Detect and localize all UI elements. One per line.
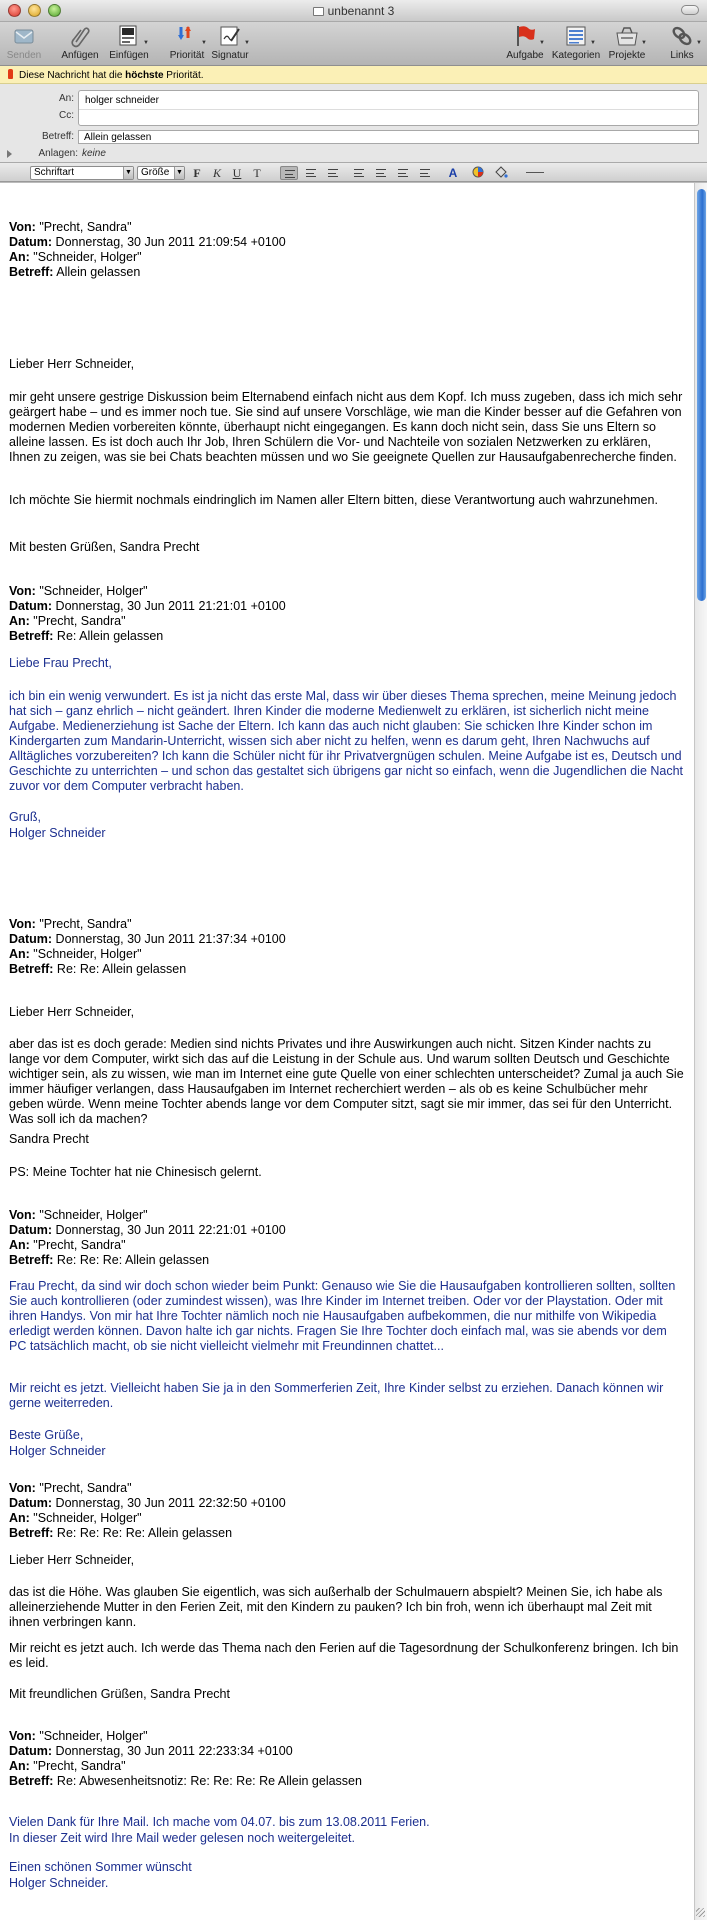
- link-chain-icon: [670, 24, 702, 48]
- message-6-line-1: Vielen Dank für Ihre Mail. Ich mache vom 04.07. bis zum 13.08.2011 Ferien.: [9, 1815, 430, 1829]
- message-3-closing: Sandra Precht: [9, 1132, 89, 1146]
- message-1-closing: Mit besten Grüßen, Sandra Precht: [9, 540, 200, 554]
- message-2-closing-2: Holger Schneider: [9, 826, 106, 840]
- title-bar: [0, 0, 707, 22]
- flag-icon: [513, 24, 545, 48]
- cc-field[interactable]: [79, 109, 698, 110]
- from-row: Von: "Schneider, Holger": [9, 1208, 148, 1222]
- insert-button[interactable]: ▼ Einfügen: [106, 24, 152, 61]
- from-row: Von: "Precht, Sandra": [9, 220, 132, 234]
- message-1-meta: [9, 220, 685, 280]
- subject-label: Betreff:: [41, 131, 74, 142]
- message-3-paragraph-1: aber das ist es doch gerade: Medien sind nichts Privates und ihre Auswirkungen auch nicht. Sitzen Kinder nachts zu lange vor dem Computer, wirkt sich das auf die Leistung in der Schule aus. Und warum sollten Deutsch und Geschichte wichtiger sein, als zu wissen, wie man im Internet eine gute Quelle von einer schlechten unterscheidet? Zumal ja auch Sie immer häufiger verlangen, dass Hausaufgaben im Internet recherchiert werden – als ob es keine Schulbücher mehr geben würde. Wenn meine Tochter abends lange vor dem Computer sitzt, sagt sie mir immer, das sei für den Unterricht. Was soll ich da machen?: [9, 1037, 684, 1126]
- message-5-meta: [9, 1481, 685, 1541]
- message-5-paragraph-1: das ist die Höhe. Was glauben Sie eigentlich, was sich außerhalb der Schulmauern abspielt? Meinen Sie, ich habe als alleinerziehende Mutter in den Ferien Zeit, mit den Kindern zu pauken? Ich bin froh, wenn ich überhaupt mal Zeit mit ihnen verbringen kann.: [9, 1585, 663, 1629]
- envelope-icon: [313, 7, 324, 16]
- highlight-button[interactable]: [492, 166, 510, 180]
- message-6-closing-2: Holger Schneider.: [9, 1876, 109, 1890]
- message-4-closing-2: Holger Schneider: [9, 1444, 106, 1458]
- vertical-scrollbar[interactable]: [694, 183, 707, 1920]
- exclamation-icon: [8, 69, 13, 79]
- resize-grip-icon[interactable]: [696, 1908, 705, 1917]
- to-row: An: "Precht, Sandra": [9, 614, 126, 628]
- signature-icon: [218, 24, 250, 48]
- message-6-line-2: In dieser Zeit wird Ihre Mail weder gelesen noch weitergeleitet.: [9, 1831, 356, 1845]
- priority-button[interactable]: ▼ Priorität: [166, 24, 208, 61]
- chevron-down-icon: ▼: [143, 40, 149, 46]
- to-label: An:: [58, 93, 74, 104]
- categories-button[interactable]: ▼ Kategorien: [550, 24, 602, 61]
- numbered-list-icon: [354, 169, 364, 177]
- bold-button[interactable]: F: [193, 166, 201, 180]
- message-4-meta: [9, 1208, 685, 1268]
- align-right-icon: [328, 169, 338, 177]
- chevron-down-icon: ▼: [123, 167, 133, 179]
- projects-icon: [615, 24, 647, 48]
- priority-icon: [175, 24, 207, 48]
- chevron-down-icon: ▼: [590, 40, 596, 46]
- to-row: An: "Precht, Sandra": [9, 1238, 126, 1252]
- message-4-paragraph-1: Frau Precht, da sind wir doch schon wieder beim Punkt: Genauso wie Sie die Hausaufgaben kontrollieren sollten, sollten Sie auch kontrollieren (oder zumindest wissen), was Ihre Kinder im Internet treiben. Oder vor der Playstation. Oder mit ihren Handys. Von mir hat Ihre Tochter nämlich noch nie Hausaufgaben aufbekommen, die nur mithilfe von Wikipedia erledigt werden können. Davon halte ich gar nichts. Fragen Sie Ihre Tochter doch einfach mal, was sie abends vor dem PC tatsächlich macht, ob sie nicht vielleicht vielmehr mit Freundinnen chattet...: [9, 1279, 676, 1353]
- message-2-closing-1: Gruß,: [9, 810, 41, 824]
- subject-row: Betreff: Allein gelassen: [9, 265, 141, 279]
- align-center-button[interactable]: [302, 166, 320, 180]
- italic-button[interactable]: K: [212, 166, 221, 180]
- chevron-down-icon: ▼: [641, 40, 647, 46]
- subject-row: Betreff: Re: Re: Re: Re: Allein gelassen: [9, 1526, 233, 1540]
- window-title: unbenannt 3: [0, 4, 707, 18]
- cc-label: Cc:: [59, 110, 74, 121]
- message-1-greeting: Lieber Herr Schneider,: [9, 357, 135, 371]
- links-button[interactable]: ▼ Links: [664, 24, 700, 61]
- message-3-greeting: Lieber Herr Schneider,: [9, 1005, 135, 1019]
- align-left-button[interactable]: [280, 166, 298, 180]
- chevron-down-icon: ▼: [696, 40, 702, 46]
- message-4-closing-1: Beste Grüße,: [9, 1428, 84, 1442]
- message-6-meta: [9, 1729, 685, 1789]
- insert-icon: [117, 24, 149, 48]
- chevron-down-icon: ▼: [201, 40, 207, 46]
- to-field[interactable]: holger schneider: [85, 95, 159, 106]
- message-3-postscript: PS: Meine Tochter hat nie Chinesisch gelernt.: [9, 1165, 262, 1179]
- outdent-button[interactable]: [394, 166, 412, 180]
- indent-button[interactable]: [416, 166, 434, 180]
- projects-button[interactable]: ▼ Projekte: [604, 24, 650, 61]
- send-icon: [12, 24, 36, 48]
- font-select[interactable]: Schriftart ▼: [30, 166, 134, 180]
- message-1-paragraph-2: Ich möchte Sie hiermit nochmals eindringlich im Namen aller Eltern bitten, diese Verantwortung auch wahrzunehmen.: [9, 493, 658, 507]
- message-5-paragraph-2: Mir reicht es jetzt auch. Ich werde das Thema nach den Ferien auf die Tagesordnung der Schulkonferenz bringen. Ich bin es leid.: [9, 1641, 679, 1670]
- outdent-icon: [398, 169, 408, 177]
- categories-icon: [564, 24, 596, 48]
- align-right-button[interactable]: [324, 166, 342, 180]
- text-style-button[interactable]: A: [448, 166, 458, 180]
- subject-row: Betreff: Re: Allein gelassen: [9, 629, 164, 643]
- paint-bucket-icon: [494, 166, 508, 178]
- strikethrough-button[interactable]: T: [253, 166, 261, 180]
- align-center-icon: [306, 169, 316, 177]
- paperclip-icon: [68, 24, 92, 48]
- from-row: Von: "Schneider, Holger": [9, 584, 148, 598]
- message-body[interactable]: [0, 182, 707, 1920]
- message-5-closing: Mit freundlichen Grüßen, Sandra Precht: [9, 1687, 230, 1701]
- from-row: Von: "Precht, Sandra": [9, 1481, 132, 1495]
- indent-icon: [420, 169, 430, 177]
- message-2-greeting: Liebe Frau Precht,: [9, 656, 112, 670]
- date-row: Datum: Donnerstag, 30 Jun 2011 21:21:01 +0100: [9, 599, 286, 613]
- date-row: Datum: Donnerstag, 30 Jun 2011 22:233:34 +0100: [9, 1744, 293, 1758]
- to-row: An: "Schneider, Holger": [9, 1511, 142, 1525]
- subject-row: Betreff: Re: Re: Re: Allein gelassen: [9, 1253, 210, 1267]
- attachments-label: Anlagen:: [38, 148, 78, 159]
- to-row: An: "Schneider, Holger": [9, 250, 142, 264]
- date-row: Datum: Donnerstag, 30 Jun 2011 21:37:34 +0100: [9, 932, 286, 946]
- attach-button[interactable]: Anfügen: [58, 24, 102, 61]
- to-row: An: "Schneider, Holger": [9, 947, 142, 961]
- message-1-paragraph-1: mir geht unsere gestrige Diskussion beim Elternabend einfach nicht aus dem Kopf. Ich muss zugeben, dass ich mich sehr geärgert habe – und es immer noch tue. Sie sind auf unsere Vorschläge, wie man die Kinder besser auf die Gefahren von modernen Medien vorbereiten könnte, überhaupt nicht eingegangen. Es kann doch nicht sein, dass Sie uns Eltern so alleine lassen. Es ist doch auch Ihr Job, Ihren Schülern die Vor- und Nachteile von sozialen Netzwerken zu erklären, Ihnen zu zeigen, was sie bei Chats beachten müssen und wo Sie geeignete Quellen zur Hausaufgabenrecherche finden.: [9, 390, 683, 464]
- toolbar-toggle-button[interactable]: [681, 5, 699, 15]
- date-row: Datum: Donnerstag, 30 Jun 2011 22:32:50 +0100: [9, 1496, 286, 1510]
- numbered-list-button[interactable]: [350, 166, 368, 180]
- from-row: Von: "Precht, Sandra": [9, 917, 132, 931]
- date-row: Datum: Donnerstag, 30 Jun 2011 22:21:01 +0100: [9, 1223, 286, 1237]
- bullet-list-icon: [376, 169, 386, 177]
- address-field[interactable]: [78, 90, 699, 126]
- toolbar: [0, 22, 707, 66]
- message-3-meta: [9, 917, 685, 977]
- format-bar: [0, 162, 707, 182]
- text-color-button[interactable]: [470, 166, 488, 180]
- align-left-icon: [285, 170, 295, 178]
- disclosure-triangle-icon[interactable]: [7, 150, 12, 158]
- subject-field[interactable]: Allein gelassen: [78, 130, 699, 144]
- to-row: An: "Precht, Sandra": [9, 1759, 126, 1773]
- chevron-down-icon: ▼: [244, 40, 250, 46]
- message-5-greeting: Lieber Herr Schneider,: [9, 1553, 135, 1567]
- message-2-meta: [9, 584, 685, 644]
- subject-row: Betreff: Re: Re: Allein gelassen: [9, 962, 187, 976]
- size-select[interactable]: Größe ▼: [137, 166, 185, 180]
- task-button[interactable]: ▼ Aufgabe: [504, 24, 546, 61]
- subject-row: Betreff: Re: Abwesenheitsnotiz: Re: Re: Re: Re Allein gelassen: [9, 1774, 362, 1788]
- underline-button[interactable]: U: [232, 166, 242, 180]
- scrollbar-thumb[interactable]: [697, 189, 706, 601]
- signature-button[interactable]: ▼ Signatur: [208, 24, 252, 61]
- priority-notice: Diese Nachricht hat die höchste Priorität.: [0, 66, 707, 84]
- color-wheel-icon: [472, 166, 486, 178]
- send-button[interactable]: Senden: [4, 24, 44, 61]
- from-row: Von: "Schneider, Holger": [9, 1729, 148, 1743]
- date-row: Datum: Donnerstag, 30 Jun 2011 21:09:54 +0100: [9, 235, 286, 249]
- attachments-value: keine: [82, 148, 106, 159]
- message-6-closing-1: Einen schönen Sommer wünscht: [9, 1860, 192, 1874]
- chevron-down-icon: ▼: [539, 40, 545, 46]
- message-header: [0, 84, 707, 164]
- horizontal-rule-button[interactable]: [526, 172, 544, 173]
- message-4-paragraph-2: Mir reicht es jetzt. Vielleicht haben Sie ja in den Sommerferien Zeit, Ihre Kinder selbst zu erziehen. Danach können wir gerne weiterreden.: [9, 1381, 664, 1410]
- bullet-list-button[interactable]: [372, 166, 390, 180]
- message-2-paragraph-1: ich bin ein wenig verwundert. Es ist ja nicht das erste Mal, dass wir über dieses Thema sprechen, meine Meinung jedoch hat sich – ganz ehrlich – nicht geändert. Ihren Kinder die moderne Medienwelt zu erklären, ist sicherlich nicht meine Aufgabe. Medienerziehung ist Sache der Eltern. Ich kann das auch nicht glauben: Sie schicken Ihre Kinder schon im Kindergarten zum Mandarin-Unterricht, wissen sich aber nicht zu helfen, wenn es darum geht, Ihren Nachwuchs auf Alltägliches vorzubereiten? Ich kann die Schüler nicht für ihr Privatvergnügen schulen. Meine Aufgabe ist es, Deutsch und Geschichte zu unterrichten – und schon das gestaltet sich übrigens gar nicht so einfach, wenn die Jugendlichen die Nacht zuvor vor dem Computer verbracht haben.: [9, 689, 684, 793]
- chevron-down-icon: ▼: [174, 167, 184, 179]
